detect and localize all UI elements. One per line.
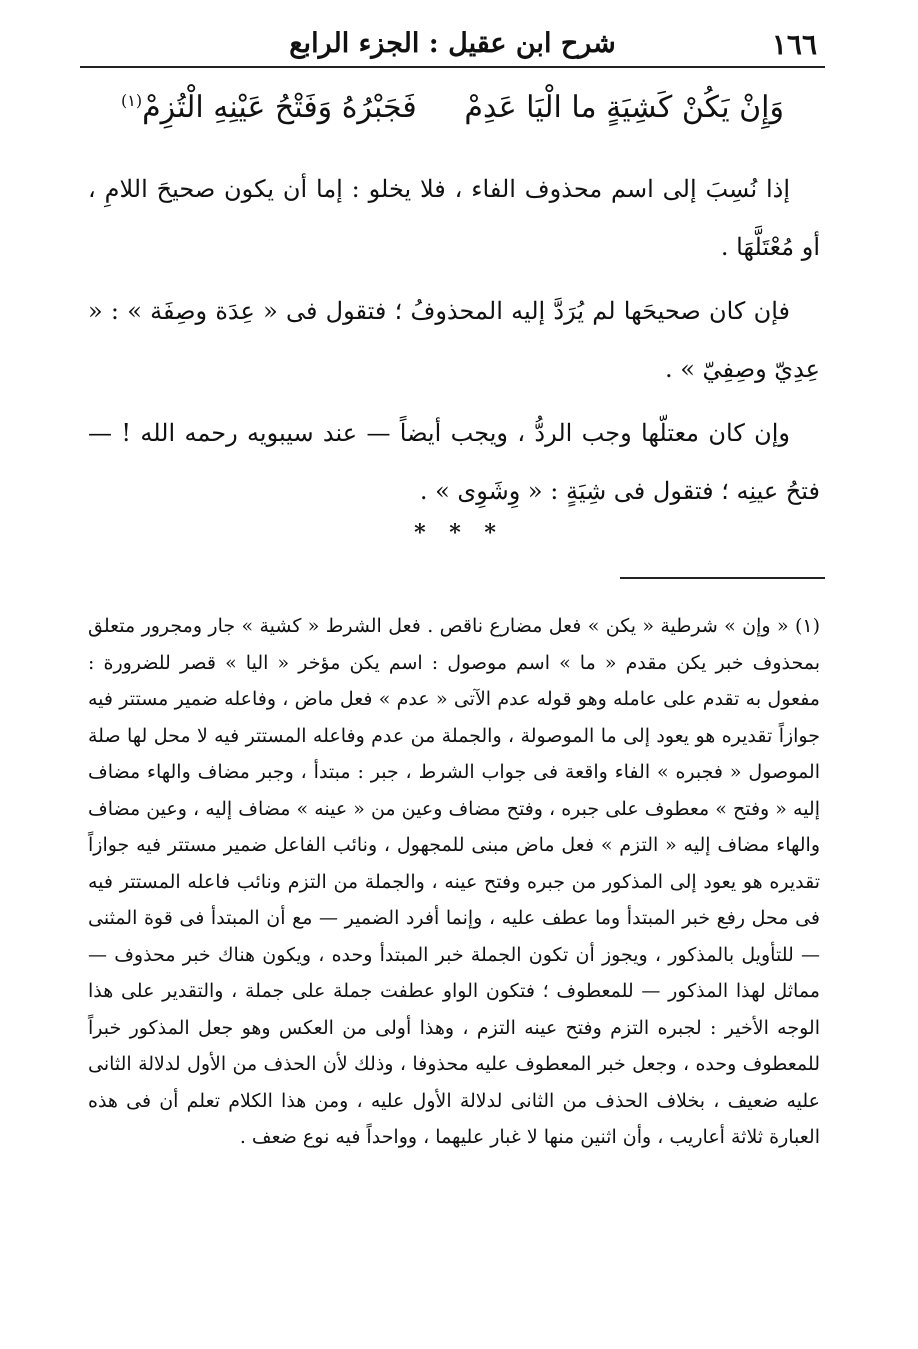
page-number: ١٦٦ (771, 28, 817, 61)
poetry-verse (100, 90, 805, 142)
section-separator: * * * (414, 520, 504, 546)
paragraph: وإن كان معتلّها وجب الردُّ ، ويجب أيضاً — عند سيبويه رحمه الله ! — فتحُ عينِه ؛ فتقول فى شِيَةٍ : « وِشَوِى » . (88, 419, 820, 505)
paragraph: إذا نُسِبَ إلى اسم محذوف الفاء ، فلا يخلو : إما أن يكون صحيحَ اللامِ ، أو مُعْتَلَّهَا . (88, 175, 820, 261)
footnote-marker[interactable]: (١) (121, 91, 143, 110)
header-rule (80, 66, 825, 68)
commentary-body (88, 160, 820, 526)
verse-hemistich-1: وَإِنْ يَكُنْ كَشِيَةٍ ما الْيَا عَدِمْ (464, 90, 784, 125)
footnote-rule (620, 577, 825, 579)
footnote-text: (١) « وإن » شرطية « يكن » فعل مضارع ناقص . فعل الشرط « كشية » جار ومجرور متعلق بمحذوف خبر يكن مقدم « ما » اسم موصول : اسم يكن مؤخر « اليا » قصر للضرورة : مفعول به تقدم على عامله وهو قوله عدم الآتى « عدم » فعل ماض ، وفاعله ضمير مستتر فيه جوازاً تقديره هو يعود إلى ما الموصولة ، والجملة من عدم وفاعله المستتر فيه لا محل لها صلة الموصول « فجبره » الفاء واقعة فى جواب الشرط ، جبر : مبتدأ ، وجبر مضاف والهاء مضاف إليه « وفتح » معطوف على جبره ، وفتح مضاف وعين من « عينه » مضاف إليه ، وعين مضاف والهاء مضاف إليه « التزم » فعل ماض مبنى للمجهول ، ونائب الفاعل ضمير مستتر فيه جوازاً تقديره هو يعود إلى المذكور من جبره وفتح عينه ، والجملة من التزم ونائب فاعله المستتر فيه فى محل رفع خبر المبتدأ وما عطف عليه ، وإنما أفرد الضمير — مع أن المبتدأ فى قوة المثنى — للتأويل بالمذكور ، ويجوز أن تكون الجملة خبر المبتدأ وحده ، ويكون هناك خبر محذوف — مماثل لهذا المذكور — للمعطوف ؛ فتكون الواو عطفت جملة على جملة ، والتقدير على هذا الوجه الأخير : لجبره التزم وفتح عينه التزم ، وهذا أولى من العكس وهو جعل المذكور خبراً للمعطوف وحده ، وجعل خبر المعطوف عليه محذوفا ، وذلك لأن الحذف من الأول لدلالة الثانى عليه ضعيف ، بخلاف الحذف من الثانى لدلالة الأول عليه ، ومن هذا الكلام تعلم أن فى هذه العبارة ثلاثة أعاريب ، وأن اثنين منها لا غبار عليهما ، وواحداً فيه نوع ضعف . (88, 615, 820, 1148)
footnote (88, 608, 820, 1156)
paragraph: فإن كان صحيحَها لم يُرَدَّ إليه المحذوفُ ؛ فتقول فى « عِدَة وصِفَة » : « عِدِيّ وصِفِيّ » . (88, 297, 820, 383)
running-title: شرح ابن عقيل : الجزء الرابع (289, 28, 616, 59)
page-header (80, 24, 825, 64)
verse-hemistich-2: فَجَبْرُهُ وَفَتْحُ عَيْنِهِ الْتُزِمْ (142, 90, 417, 125)
